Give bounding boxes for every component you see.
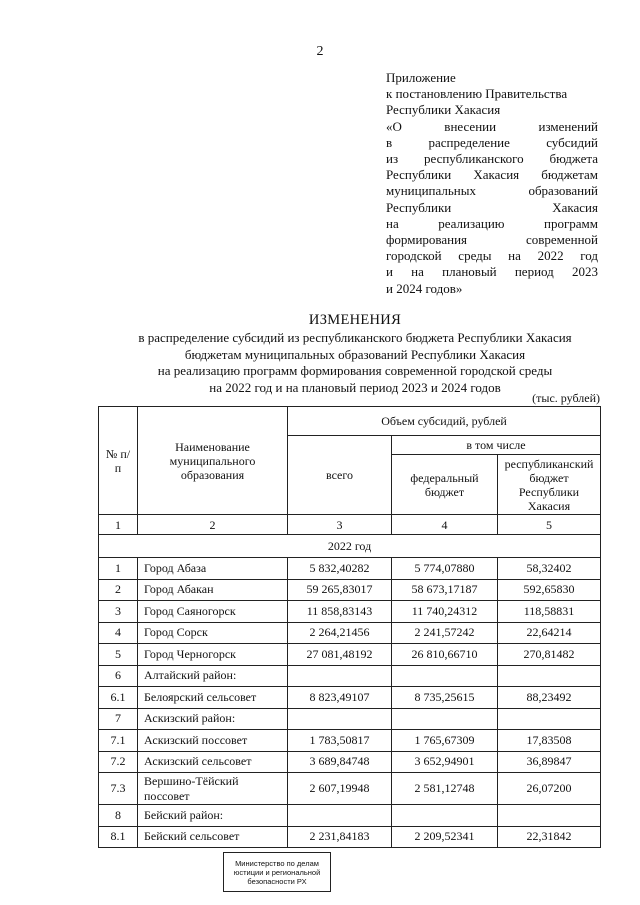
table-row [99,665,601,687]
row-num: 1 [99,558,138,580]
row-republican: 36,89847 [498,751,601,773]
row-name: Бейский сельсовет [138,826,288,848]
row-federal [392,708,498,730]
colnum-1: 1 [99,515,138,535]
row-name: Город Черногорск [138,644,288,666]
row-federal: 5 774,07880 [392,558,498,580]
row-name: Аскизский сельсовет [138,751,288,773]
annex-line: на реализацию программ [386,215,598,231]
table-row [99,601,601,623]
row-num: 8.1 [99,826,138,848]
row-num: 6 [99,665,138,687]
annex-line: к постановлению Правительства [386,86,568,102]
row-num: 7.3 [99,773,138,805]
annex-line: «О внесении изменений [386,118,598,134]
row-total [288,708,392,730]
row-federal: 2 581,12748 [392,773,498,805]
row-republican: 17,83508 [498,730,601,752]
subtitle-line: бюджетам муниципальных образований Республики Хакасия [184,346,526,362]
row-name: Белоярский сельсовет [138,687,288,709]
header-name: Наименование муниципального образования [138,407,288,515]
row-name: Вершино-Тёйский поссовет [138,773,288,805]
registration-stamp [223,852,331,892]
row-name: Город Абакан [138,579,288,601]
row-num: 7.2 [99,751,138,773]
annex-line: муниципальных образований [386,183,598,199]
row-num: 2 [99,579,138,601]
row-total: 1 783,50817 [288,730,392,752]
header-federal: федеральный бюджет [392,455,498,515]
row-name: Город Абаза [138,558,288,580]
row-federal: 8 735,25615 [392,687,498,709]
row-republican: 22,31842 [498,826,601,848]
row-federal [392,665,498,687]
subsidy-table [98,406,601,848]
row-total: 2 264,21456 [288,622,392,644]
table-row [99,644,601,666]
subtitle-line: в распределение субсидий из республиканского бюджета Республики Хакасия [138,330,572,345]
row-name: Бейский район: [138,805,288,827]
row-republican: 592,65830 [498,579,601,601]
annex-line: Республики Хакасия [386,199,598,215]
header-total: всего [288,436,392,515]
colnum-2: 2 [138,515,288,535]
annex-caption [386,70,598,297]
row-name: Город Сорск [138,622,288,644]
row-num: 5 [99,644,138,666]
row-federal: 2 209,52341 [392,826,498,848]
table-row [99,558,601,580]
header-including: в том числе [392,436,601,455]
row-republican [498,665,601,687]
row-federal: 3 652,94901 [392,751,498,773]
row-num: 6.1 [99,687,138,709]
row-total: 5 832,40282 [288,558,392,580]
row-num: 7.1 [99,730,138,752]
document-title: ИЗМЕНЕНИЯ [308,312,402,328]
table-row [99,773,601,805]
stamp-line: юстиции и региональной [233,867,321,877]
row-federal: 58 673,17187 [392,579,498,601]
colnum-3: 3 [288,515,392,535]
row-num: 4 [99,622,138,644]
header-volume: Объем субсидий, рублей [288,407,601,436]
annex-line: формирования современной [386,232,598,248]
row-total: 2 231,84183 [288,826,392,848]
stamp-line: Министерство по делам [235,858,319,868]
year-row: 2022 год [99,535,601,558]
header-republican: республиканский бюджет Республики Хакасия [498,455,601,515]
annex-line: Приложение [386,70,456,85]
row-republican: 88,23492 [498,687,601,709]
annex-line: Республики Хакасия [386,102,501,118]
row-federal: 26 810,66710 [392,644,498,666]
table-row [99,687,601,709]
colnum-5: 5 [498,515,601,535]
row-republican: 22,64214 [498,622,601,644]
row-num: 3 [99,601,138,623]
row-republican: 26,07200 [498,773,601,805]
row-republican: 270,81482 [498,644,601,666]
subtitle-line: на реализацию программ формирования современной городской среды [157,363,553,378]
annex-line: в распределение субсидий [386,134,598,150]
table-row [99,826,601,848]
units-label: (тыс. рублей) [532,391,600,405]
row-federal: 2 241,57242 [392,622,498,644]
row-republican: 58,32402 [498,558,601,580]
colnum-4: 4 [392,515,498,535]
row-num: 8 [99,805,138,827]
annex-line: Республики Хакасия бюджетам [386,167,598,183]
table-row [99,579,601,601]
stamp-line: безопасности РХ [247,876,307,886]
row-total [288,805,392,827]
header-num: № п/п [99,407,138,515]
row-federal: 11 740,24312 [392,601,498,623]
row-name: Аскизский поссовет [138,730,288,752]
row-republican [498,708,601,730]
annex-line: и 2024 годов» [386,280,463,296]
row-total: 59 265,83017 [288,579,392,601]
annex-line: городской среды на 2022 год [386,248,598,264]
row-name: Аскизский район: [138,708,288,730]
row-federal: 1 765,67309 [392,730,498,752]
table-row [99,805,601,827]
table-row [99,730,601,752]
row-num: 7 [99,708,138,730]
row-total [288,665,392,687]
document-subtitle [0,330,640,396]
row-federal [392,805,498,827]
row-total: 2 607,19948 [288,773,392,805]
row-total: 3 689,84748 [288,751,392,773]
row-total: 27 081,48192 [288,644,392,666]
row-total: 11 858,83143 [288,601,392,623]
row-name: Город Саяногорск [138,601,288,623]
table-row [99,751,601,773]
subtitle-line: на 2022 год и на плановый период 2023 и 2024 годов [209,379,501,395]
page-number: 2 [316,44,324,59]
row-total: 8 823,49107 [288,687,392,709]
row-republican: 118,58831 [498,601,601,623]
annex-line: и на плановый период 2023 [386,264,598,280]
row-republican [498,805,601,827]
table-row [99,622,601,644]
annex-line: из республиканского бюджета [386,151,598,167]
row-name: Алтайский район: [138,665,288,687]
table-row [99,708,601,730]
